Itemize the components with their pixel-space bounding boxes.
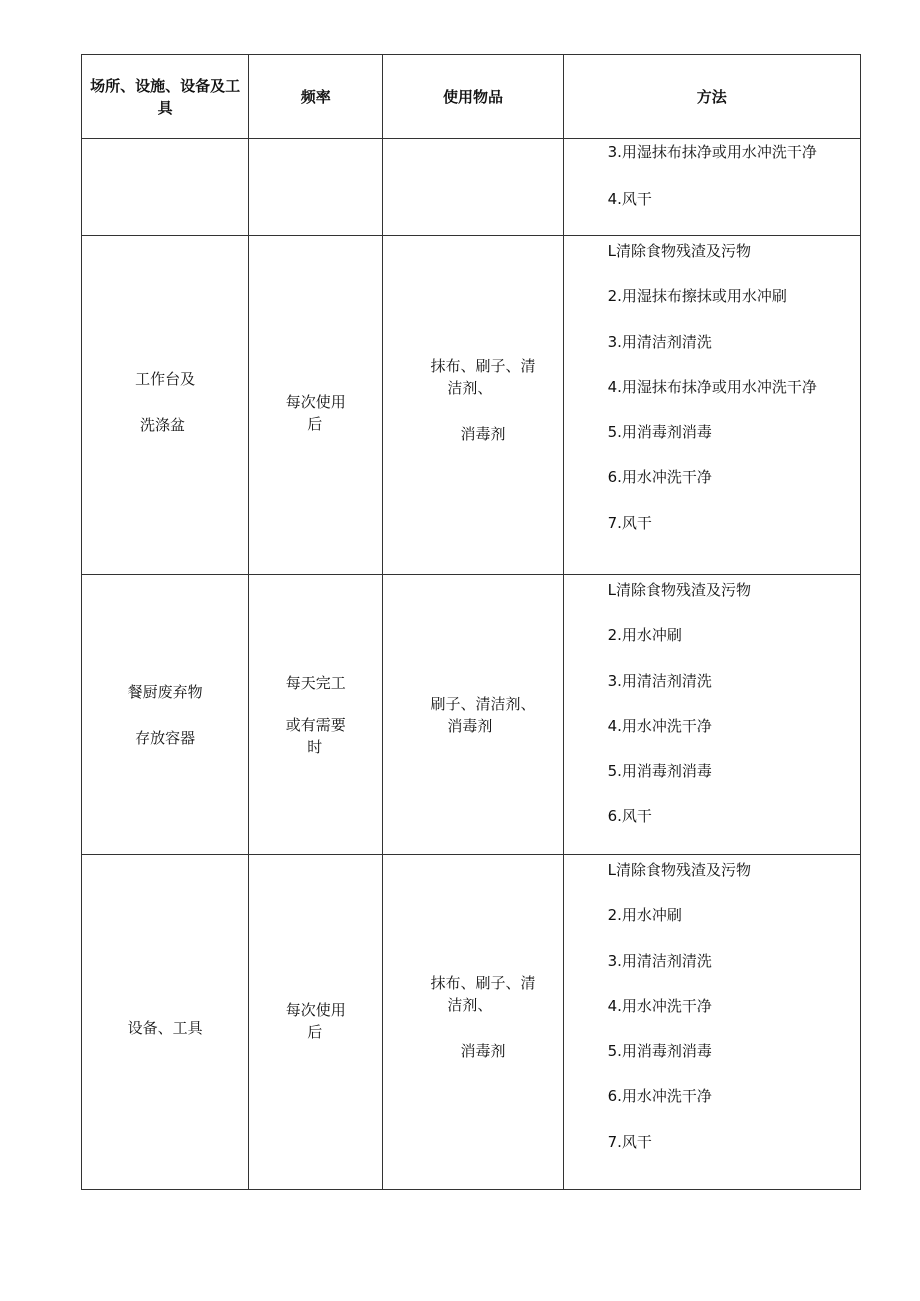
frequency-line: 时 [307, 737, 323, 756]
header-items-text: 使用物品 [442, 87, 503, 106]
items-line: 刷子、清洁剂、 [430, 694, 536, 713]
methods-cell [563, 139, 860, 236]
table-row [82, 139, 861, 236]
methods-cell [563, 855, 860, 1190]
items-cell [383, 139, 563, 236]
method-line: 2.用水冲刷 [607, 906, 682, 925]
frequency-cell [249, 575, 383, 855]
methods-cell [563, 575, 860, 855]
frequency-line: 每次使用 [285, 1001, 346, 1019]
frequency-line: 每次使用 [285, 393, 346, 411]
method-line: 3.用清洁剂清洗 [607, 671, 712, 690]
method-line: 4.用水冲洗干净 [607, 996, 712, 1015]
place-cell [82, 139, 249, 236]
method-line: 6.用水冲洗干净 [607, 468, 712, 487]
frequency-line: 后 [307, 1023, 323, 1041]
method-line: L清除食物残渣及污物 [607, 861, 751, 879]
method-line: 7.风干 [607, 1132, 652, 1151]
header-items [383, 55, 563, 139]
method-line: 6.风干 [607, 807, 652, 826]
method-line: 3.用清洁剂清洗 [607, 951, 712, 970]
table-row [82, 855, 861, 1190]
method-line: 7.风干 [607, 513, 652, 532]
method-line: 3.用湿抹布抹净或用水冲洗干净 [607, 143, 817, 161]
frequency-cell [249, 855, 383, 1190]
items-line: 洁剂、 [447, 379, 493, 397]
method-line: 3.用清洁剂清洗 [607, 332, 712, 351]
place-line: 餐厨废弃物 [127, 682, 203, 701]
header-frequency [249, 55, 383, 139]
header-frequency-text: 频率 [300, 87, 331, 106]
items-line: 洁剂、 [447, 996, 493, 1014]
frequency-line: 后 [307, 415, 323, 433]
method-line: 5.用消毒剂消毒 [607, 423, 712, 442]
place-line: 存放容器 [135, 728, 196, 747]
items-line: 抹布、刷子、清 [430, 974, 536, 992]
frequency-line: 每天完工 [285, 673, 346, 692]
method-line: 2.用湿抹布擦抹或用水冲刷 [607, 287, 787, 306]
method-line: 6.用水冲洗干净 [607, 1087, 712, 1106]
frequency-cell [249, 139, 383, 236]
place-line: 洗涤盆 [140, 416, 186, 434]
table-row [82, 575, 861, 855]
place-line: 设备、工具 [127, 1019, 203, 1037]
place-cell [82, 575, 249, 855]
method-line: 4.风干 [607, 190, 652, 208]
method-line: L清除食物残渣及污物 [607, 581, 751, 599]
items-line: 消毒剂 [447, 716, 493, 735]
header-methods-text: 方法 [696, 87, 727, 106]
header-place [82, 55, 249, 139]
method-line: 4.用水冲洗干净 [607, 716, 712, 735]
method-line: 2.用水冲刷 [607, 626, 682, 645]
items-line: 消毒剂 [460, 1042, 506, 1060]
items-cell [383, 575, 563, 855]
method-line: 5.用消毒剂消毒 [607, 1042, 712, 1061]
items-line: 消毒剂 [460, 425, 506, 443]
cleaning-schedule-table [81, 54, 861, 1190]
method-line: 5.用消毒剂消毒 [607, 762, 712, 781]
table-row [82, 236, 861, 575]
items-line: 抹布、刷子、清 [430, 357, 536, 375]
header-methods [563, 55, 860, 139]
header-place-text: 场所、设施、设备及工具 [90, 76, 241, 117]
method-line: 4.用湿抹布抹净或用水冲洗干净 [607, 377, 817, 396]
place-cell [82, 236, 249, 575]
frequency-line: 或有需要 [285, 715, 346, 734]
methods-cell [563, 236, 860, 575]
place-line: 工作台及 [135, 370, 196, 388]
header-row [82, 55, 861, 139]
place-cell [82, 855, 249, 1190]
frequency-cell [249, 236, 383, 575]
method-line: L清除食物残渣及污物 [607, 242, 751, 260]
items-cell [383, 236, 563, 575]
items-cell [383, 855, 563, 1190]
